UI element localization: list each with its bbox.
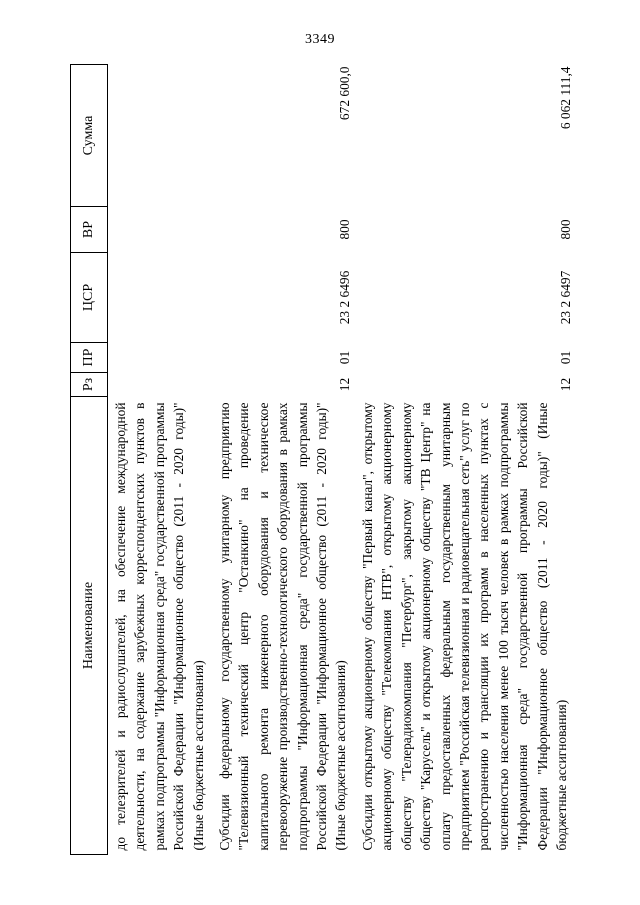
- header-csr: ЦСР: [71, 253, 108, 343]
- table-row: [355, 65, 575, 855]
- rotated-table-container: [70, 65, 610, 855]
- row-csr: 23 2 6496: [337, 270, 353, 325]
- header-name: Наименование: [71, 397, 108, 855]
- table-header-row: [71, 65, 108, 855]
- table-row: [108, 65, 213, 855]
- table-row: [212, 65, 355, 855]
- row-name: Субсидии федеральному государственному унитарному предприятию "Телевизионный технический центр "Останкино" на проведение капитального ремонта инженерного оборудования и техническое перевооружение производственно-технологического оборудования в рамках подпрограммы "Информационная среда" государственной программы Российской Федерации "Информационное общество (2011 - 2020 годы)" (Иные бюджетные ассигнования): [217, 402, 349, 851]
- row-name: до телезрителей и радиослушателей, на обеспечение международной деятельности, на содержание зарубежных корреспондентских пунктов в рамках подпрограммы "Информационная среда" государственной программы Российской Федерации "Информационное общество (2011 - 2020 годы)" (Иные бюджетные ассигнования): [113, 402, 206, 851]
- row-pr: 01: [337, 350, 353, 365]
- header-pr: ПР: [71, 343, 108, 373]
- row-sum: 6 062 111,4: [557, 66, 573, 130]
- header-vr: ВР: [71, 207, 108, 253]
- header-rz: Рз: [71, 373, 108, 397]
- row-sum: [108, 65, 213, 207]
- row-vr: 800: [557, 219, 573, 240]
- header-sum: Сумма: [71, 65, 108, 207]
- row-rz: 12: [337, 377, 353, 392]
- budget-table: [70, 64, 575, 855]
- page-number: 3349: [305, 32, 335, 47]
- row-rz: [108, 373, 213, 397]
- row-vr: 800: [337, 219, 353, 240]
- row-pr: [108, 343, 213, 373]
- row-pr: 01: [557, 350, 573, 365]
- row-name: Субсидии открытому акционерному обществу "Первый канал", открытому акционерному обществу "Телекомпания НТВ", открытому акционерному обществу "Телерадиокомпания "Петербург", закрытому акционерному обществу "Карусель" и открытому акционерному обществу "ТВ Центр" на оплату предоставленных федеральным государственным унитарным предприятием "Российская телевизионная и радиовещательная сеть" услуг по распространению и трансляции их программ в населенных пунктах с численностью населения менее 100 тысяч человек в рамках подпрограммы "Информационная среда" государственной программы Российской Федерации "Информационное общество (2011 - 2020 годы)" (Иные бюджетные ассигнования): [359, 402, 569, 851]
- row-sum: 672 600,0: [337, 66, 353, 121]
- row-csr: [108, 253, 213, 343]
- row-vr: [108, 207, 213, 253]
- row-csr: 23 2 6497: [557, 270, 573, 325]
- row-rz: 12: [557, 377, 573, 392]
